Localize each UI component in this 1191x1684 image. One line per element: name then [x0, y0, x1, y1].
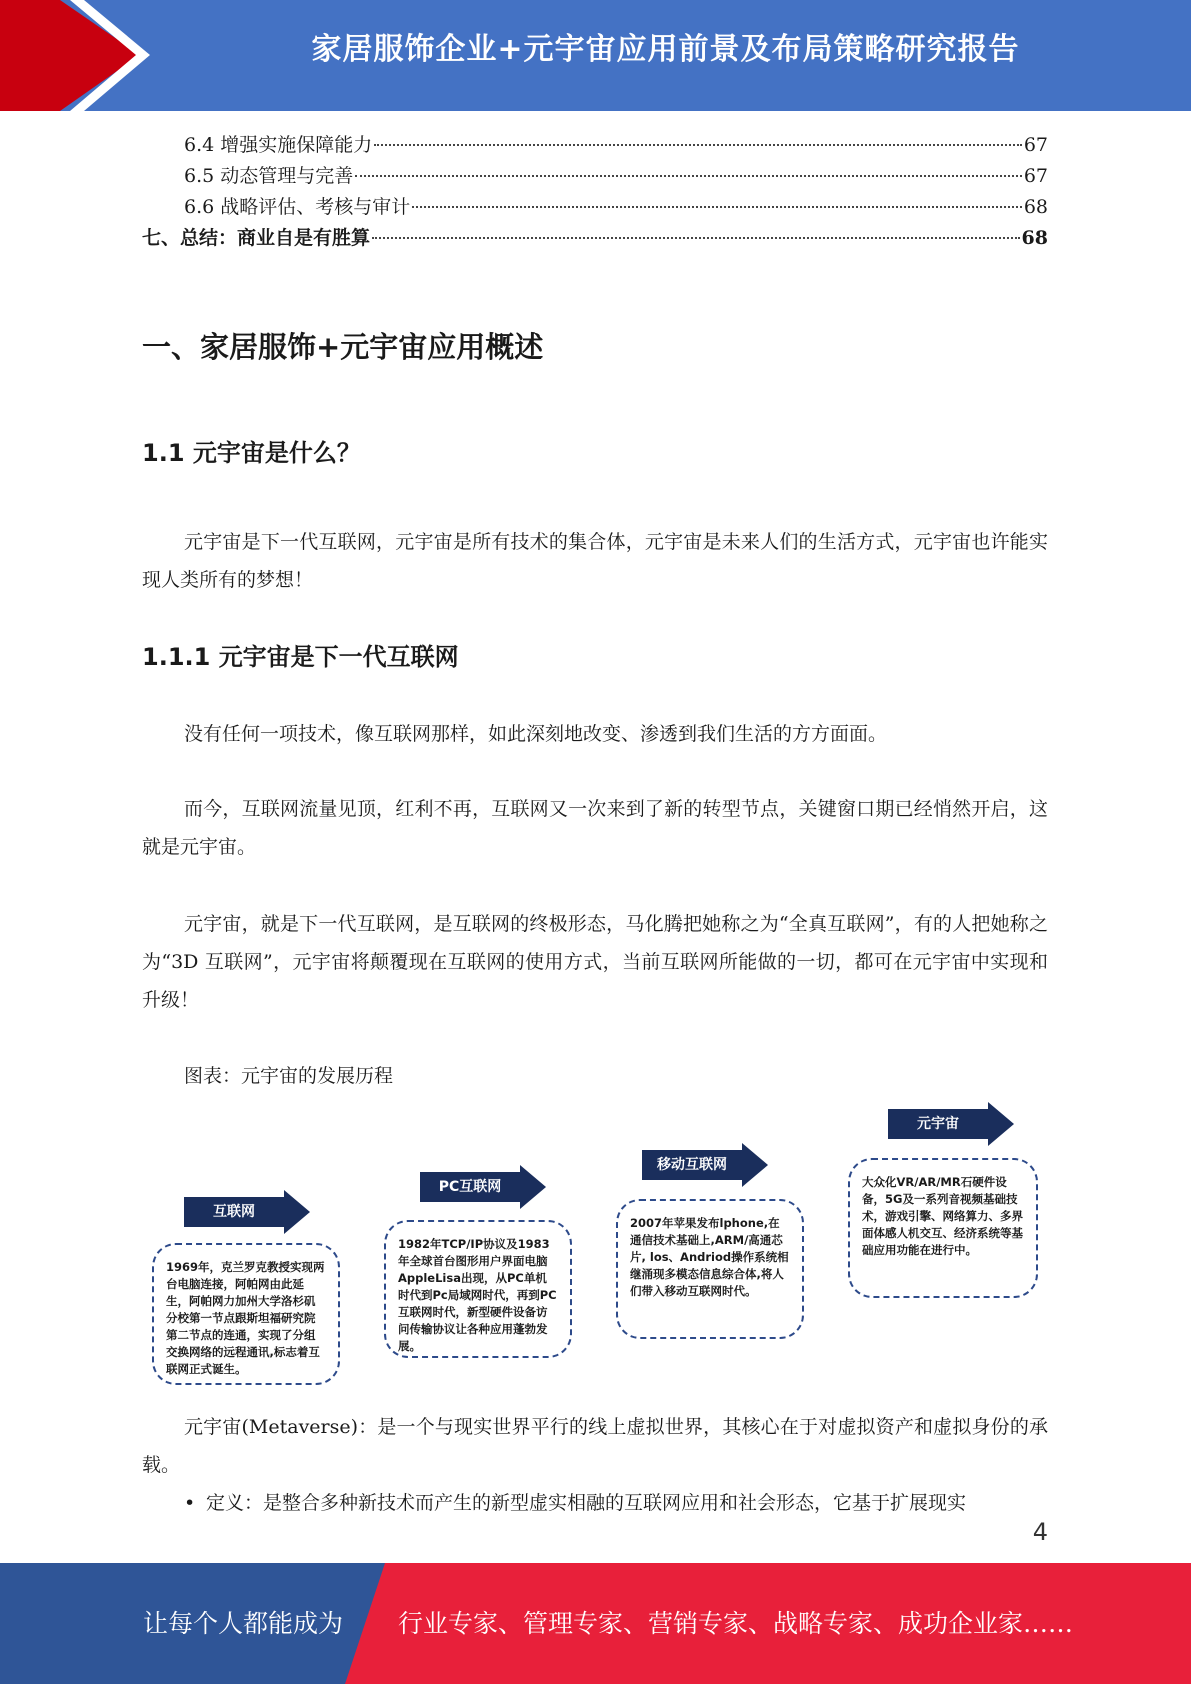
toc-entry-label: 6.5 动态管理与完善	[184, 165, 354, 187]
toc-entry-label: 七、总结：商业自是有胜算	[142, 227, 371, 249]
toc-leader-dots	[374, 144, 1022, 146]
bullet-text: 定义：是整合多种新技术而产生的新型虚实相融的互联网应用和社会形态，它基于扩展现实	[206, 1492, 967, 1514]
stage-label: PC互联网	[420, 1172, 520, 1202]
toc-entry-label: 6.6 战略评估、考核与审计	[184, 196, 411, 218]
page-header	[0, 0, 1191, 111]
page-footer	[0, 1563, 1191, 1684]
stage-arrow	[184, 1190, 310, 1234]
toc-entry-label: 6.4 增强实施保障能力	[184, 134, 373, 156]
development-timeline-diagram	[142, 1095, 1048, 1390]
page-number: 4	[1032, 1518, 1048, 1546]
toc-entry-page: 67	[1023, 134, 1048, 156]
stage-label: 互联网	[184, 1197, 284, 1227]
footer-slogan-left: 让每个人都能成为	[143, 1609, 344, 1638]
toc-entry[interactable]	[142, 130, 1048, 161]
stage-description: 2007年苹果发布lphone,在通信技术基础上,ARM/高通芯片, los、Andriod操作系统相继涌现多模态信息综合体,将人们带入移动互联网时代。	[616, 1199, 804, 1339]
subsection-heading: 1.1 元宇宙是什么？	[142, 439, 361, 467]
arrow-head-icon	[520, 1165, 546, 1209]
stage-description: 1982年TCP/IP协议及1983年全球首台图形用户界面电脑AppleLisa出现，从PC单机时代到Pc局域网时代，再到PC互联网时代，新型硬件设备访问传输协议让各种应用蓬勃发展。	[384, 1220, 572, 1358]
arrow-head-icon	[742, 1143, 768, 1187]
footer-slogan-right: 行业专家、管理专家、营销专家、战略专家、成功企业家……	[398, 1609, 1074, 1638]
toc-entry[interactable]	[142, 223, 1048, 254]
bullet-dot: •	[184, 1492, 196, 1514]
bullet-item	[142, 1484, 1048, 1522]
toc-entry-page: 67	[1023, 165, 1048, 187]
table-of-contents	[142, 130, 1048, 254]
paragraph: 没有任何一项技术，像互联网那样，如此深刻地改变、渗透到我们生活的方方面面。	[184, 723, 888, 745]
paragraph: 元宇宙(Metaverse)：是一个与现实世界平行的线上虚拟世界，其核心在于对虚拟资产和虚拟身份的承载。	[142, 1416, 1048, 1476]
stage-arrow	[888, 1102, 1014, 1146]
toc-leader-dots	[372, 237, 1020, 239]
arrow-head-icon	[284, 1190, 310, 1234]
toc-entry-page: 68	[1021, 227, 1048, 249]
stage-description: 大众化VR/AR/MR石硬件设备，5G及一系列音视频基础技术，游戏引擎、网络算力、多界面体感人机交互、经济系统等基础应用功能在进行中。	[848, 1158, 1038, 1298]
header-title: 家居服饰企业+元宇宙应用前景及布局策略研究报告	[311, 32, 1020, 67]
paragraph: 而今，互联网流量见顶，红利不再，互联网又一次来到了新的转型节点，关键窗口期已经悄然开启，这就是元宇宙。	[142, 798, 1048, 858]
toc-entry-page: 68	[1023, 196, 1048, 218]
toc-leader-dots	[412, 206, 1022, 208]
arrow-head-icon	[988, 1102, 1014, 1146]
stage-label: 移动互联网	[642, 1150, 742, 1180]
stage-label: 元宇宙	[888, 1109, 988, 1139]
figure-caption: 图表：元宇宙的发展历程	[184, 1065, 394, 1087]
toc-leader-dots	[355, 175, 1022, 177]
paragraph: 元宇宙，就是下一代互联网，是互联网的终极形态，马化腾把她称之为“全真互联网”，有的人把她称之为“3D 互联网”，元宇宙将颠覆现在互联网的使用方式，当前互联网所能做的一切，都可在元宇宙中实现和升级！	[142, 913, 1048, 1011]
toc-entry[interactable]	[142, 161, 1048, 192]
paragraph: 元宇宙是下一代互联网，元宇宙是所有技术的集合体，元宇宙是未来人们的生活方式，元宇宙也许能实现人类所有的梦想！	[142, 531, 1048, 591]
stage-description: 1969年，克兰罗克教授实现两台电脑连接，阿帕网由此延生，阿帕网力加州大学洛杉矶分校第一节点跟斯坦福研究院第二节点的连通，实现了分组交换网络的远程通讯,标志着互联网正式诞生。	[152, 1243, 340, 1385]
stage-arrow	[420, 1165, 546, 1209]
section-heading: 一、家居服饰+元宇宙应用概述	[142, 330, 544, 364]
subsubsection-heading: 1.1.1 元宇宙是下一代互联网	[142, 643, 459, 671]
toc-entry[interactable]	[142, 192, 1048, 223]
header-chevron-icon	[0, 0, 160, 111]
stage-arrow	[642, 1143, 768, 1187]
